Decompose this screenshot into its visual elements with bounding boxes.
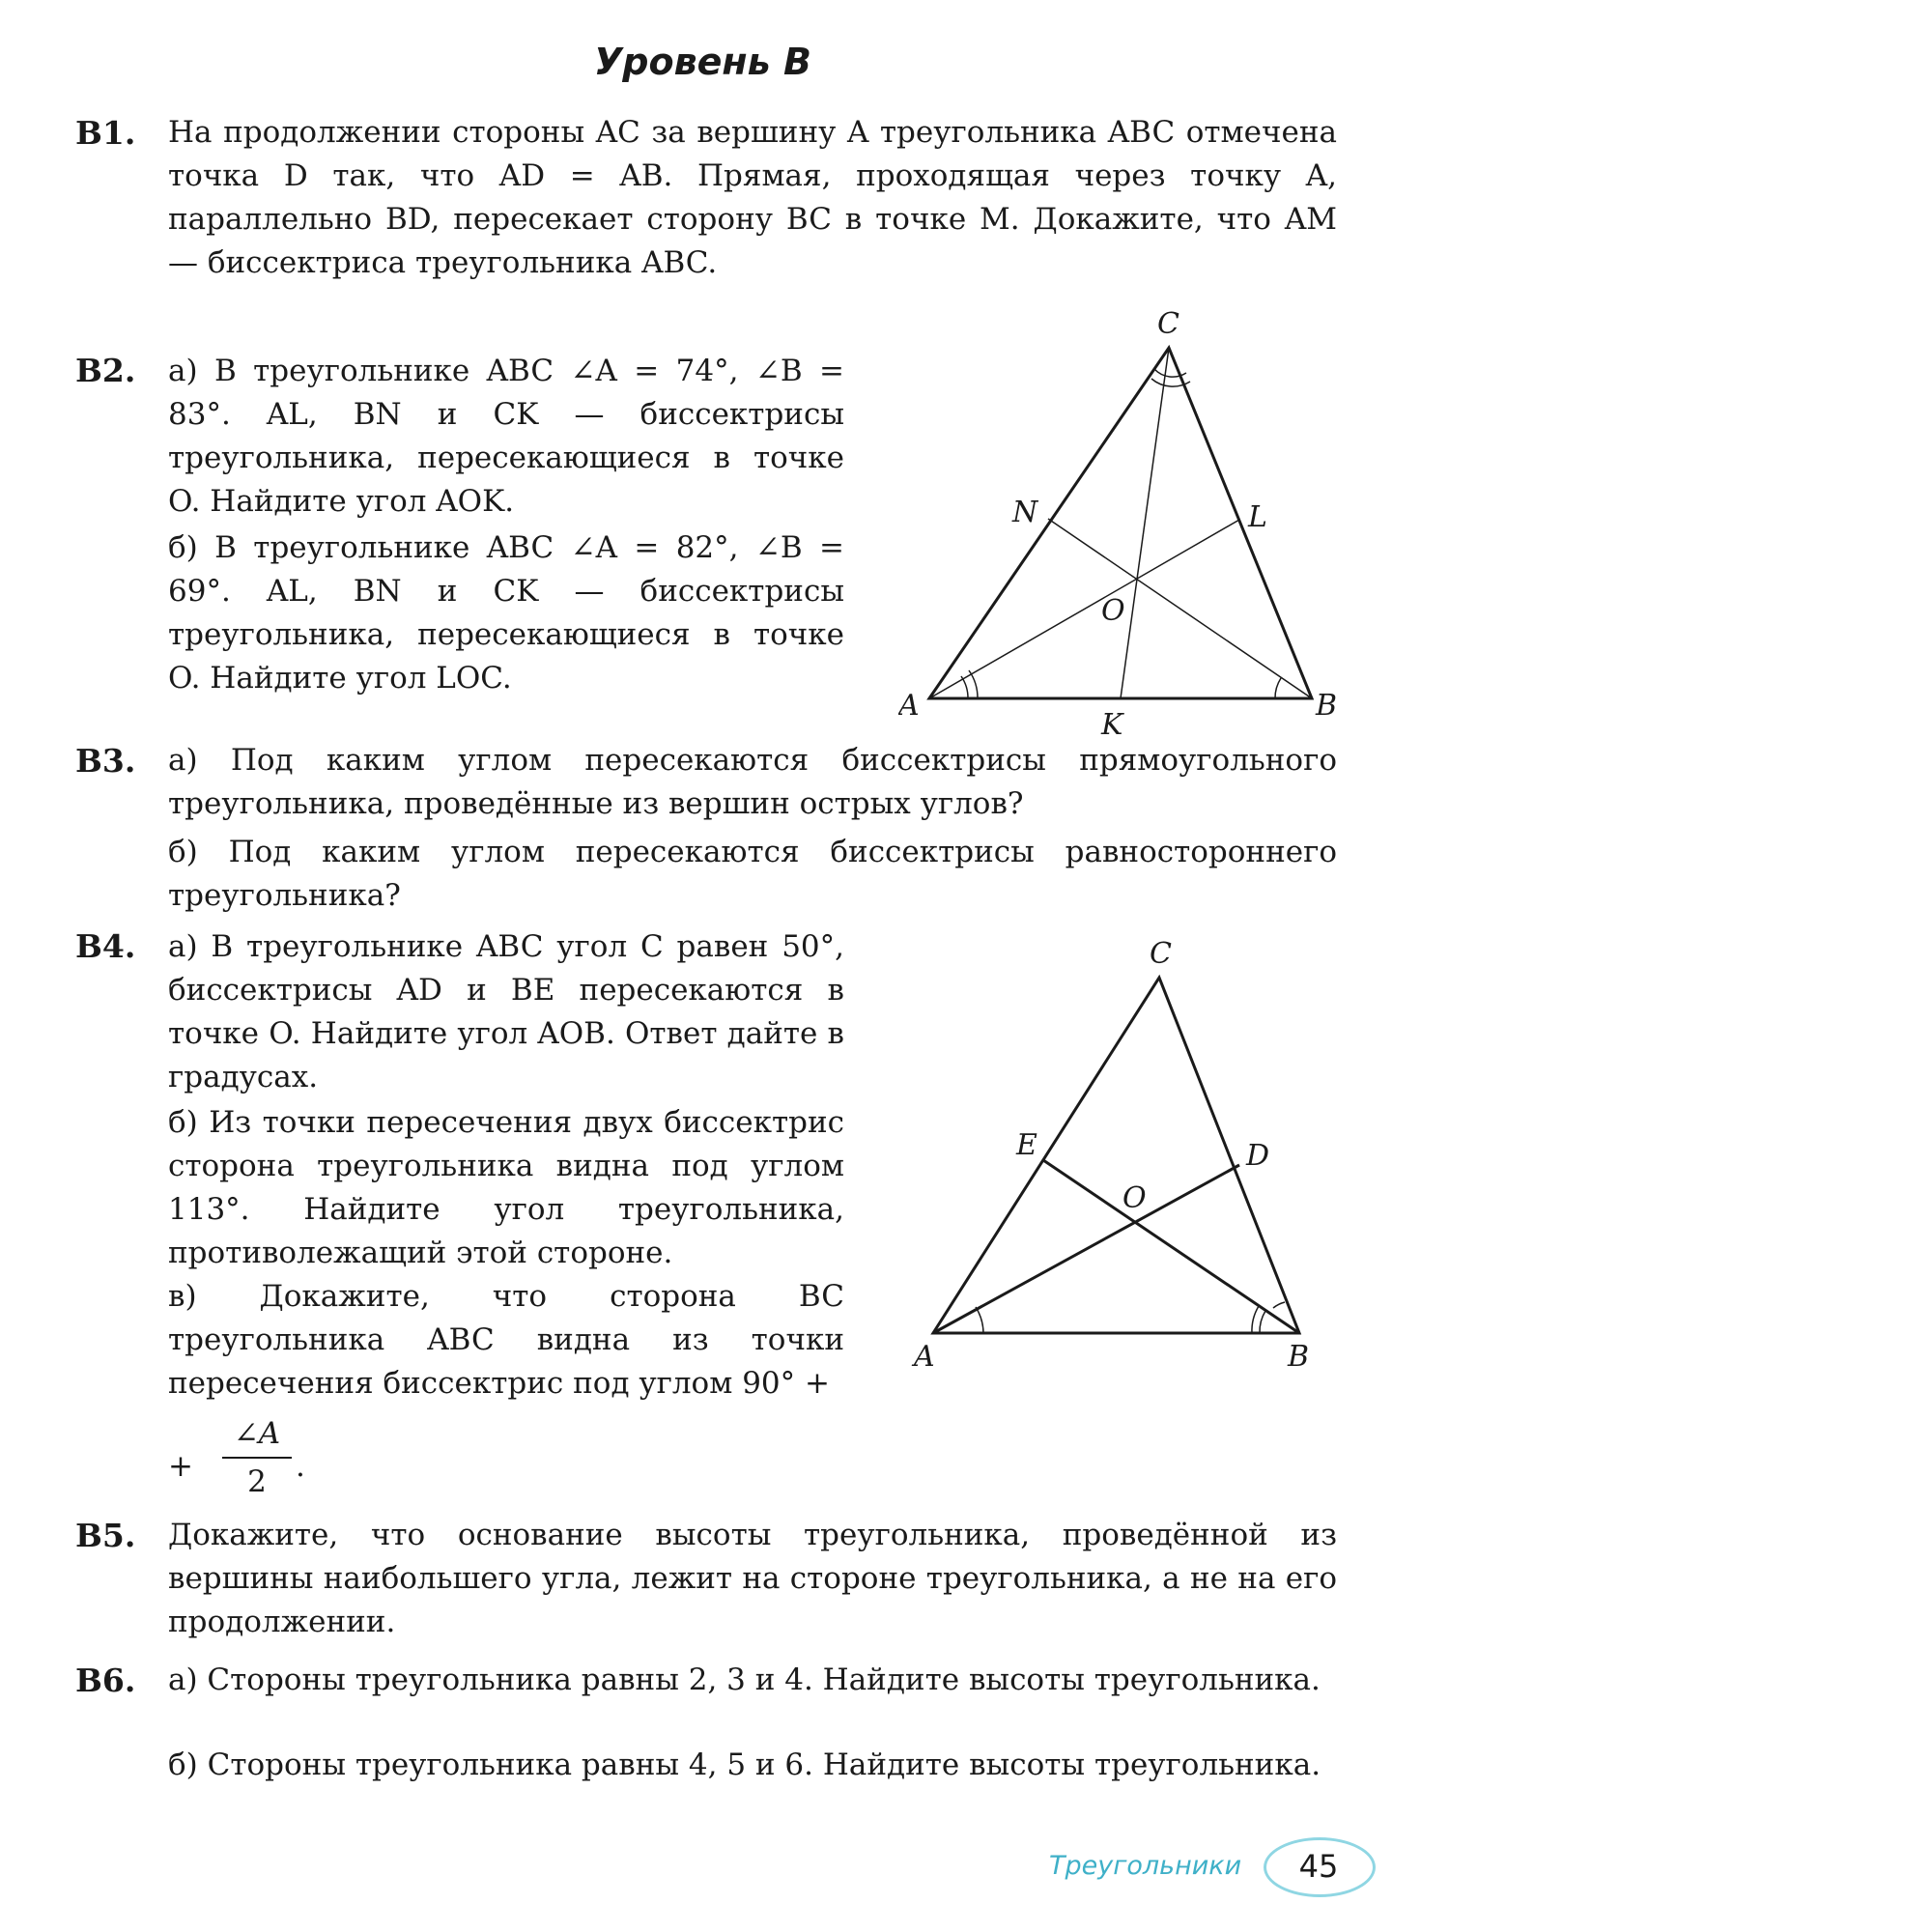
angle-arc-a-fig2 [976, 1307, 983, 1333]
frac-denominator: 2 [247, 1464, 267, 1499]
problem-b1-text: На продолжении стороны AC за вершину A треугольника ABC отмечена точка D так, что AD = AB. Прямая, проходящая через точку A, параллельно BD, пересекает сторону BC в точке M. Докажите, что AM — биссектриса треугольника ABC. [168, 115, 1337, 280]
label-k: K [1101, 708, 1123, 742]
label-b-fig2: B [1288, 1340, 1310, 1372]
figure-triangle-bisectors [898, 299, 1343, 744]
angle-arc-b3-fig2 [1273, 1302, 1285, 1308]
problem-number-b6: В6. [75, 1662, 136, 1699]
label-c-fig2: C [1150, 937, 1172, 971]
bisector-al [929, 520, 1239, 698]
problem-number-b4: В4. [75, 927, 136, 965]
problem-b2-part-b: б) В треугольнике ABC ∠A = 82°, ∠B = 69°. AL, BN и CK — биссектрисы треугольника, пересекающиеся в точке O. Найдите угол LOC. [168, 530, 844, 696]
problem-b6-part-a: а) Стороны треугольника равны 2, 3 и 4. Найдите высоты треугольника. [168, 1662, 1321, 1697]
figure-triangle-two-bisectors [898, 927, 1343, 1372]
problem-b3-part-a: а) Под каким углом пересекаются биссектрисы прямоугольного треугольника, проведённые из вершин острых углов? [168, 743, 1337, 821]
problem-b5-text: Докажите, что основание высоты треугольника, проведённой из вершины наибольшего угла, лежит на стороне треугольника, а не на его продолжении. [168, 1518, 1337, 1639]
frac-plus: + [168, 1449, 193, 1484]
page-title: Уровень В [594, 41, 811, 83]
angle-arc-b2-fig2 [1260, 1311, 1265, 1333]
label-a-fig2: A [914, 1340, 935, 1372]
problem-b3-part-b: б) Под каким углом пересекаются биссектрисы равностороннего треугольника? [168, 835, 1337, 913]
angle-arc-c [1154, 369, 1186, 377]
label-d-fig2: D [1246, 1139, 1270, 1173]
label-c: C [1157, 307, 1179, 341]
footer-section-label: Треугольники [1049, 1851, 1242, 1881]
bisector-ck [1121, 348, 1169, 698]
frac-dot: . [296, 1449, 305, 1484]
frac-numerator: ∠A [233, 1416, 281, 1451]
bisector-be [1043, 1160, 1299, 1333]
problem-b4-part-c: в) Докажите, что сторона BC треугольника ABC видна из точки пересечения биссектрис под углом 90° + [168, 1279, 844, 1401]
problem-number-b1: В1. [75, 114, 136, 152]
bisector-bn [1048, 519, 1312, 698]
problem-b4-part-a: а) В треугольнике ABC угол C равен 50°, биссектрисы AD и BE пересекаются в точке O. Найдите угол AOB. Ответ дайте в градусах. [168, 929, 844, 1094]
label-b: B [1316, 689, 1338, 723]
problem-number-b2: В2. [75, 352, 136, 389]
triangle-abc-2 [933, 978, 1299, 1333]
frac-bar [222, 1457, 292, 1459]
label-o: O [1101, 594, 1125, 628]
label-l: L [1248, 500, 1267, 534]
problem-number-b3: В3. [75, 742, 136, 780]
problem-b2-part-a: а) В треугольнике ABC ∠A = 74°, ∠B = 83°. AL, BN и CK — биссектрисы треугольника, пересекающиеся в точке O. Найдите угол AOK. [168, 354, 844, 519]
angle-arc-b [1275, 678, 1281, 698]
label-e-fig2: E [1016, 1128, 1037, 1162]
label-a: A [898, 689, 920, 723]
problem-number-b5: В5. [75, 1517, 136, 1554]
label-o-fig2: O [1122, 1181, 1147, 1215]
page-number: 45 [1298, 1848, 1339, 1885]
label-n: N [1012, 496, 1038, 529]
problem-b4-part-b: б) Из точки пересечения двух биссектрис сторона треугольника видна под углом 113°. Найдите угол треугольника, противолежащий этой стороне. [168, 1105, 844, 1270]
problem-b6-part-b: б) Стороны треугольника равны 4, 5 и 6. Найдите высоты треугольника. [168, 1747, 1321, 1782]
angle-arc-b-fig2 [1252, 1306, 1259, 1333]
